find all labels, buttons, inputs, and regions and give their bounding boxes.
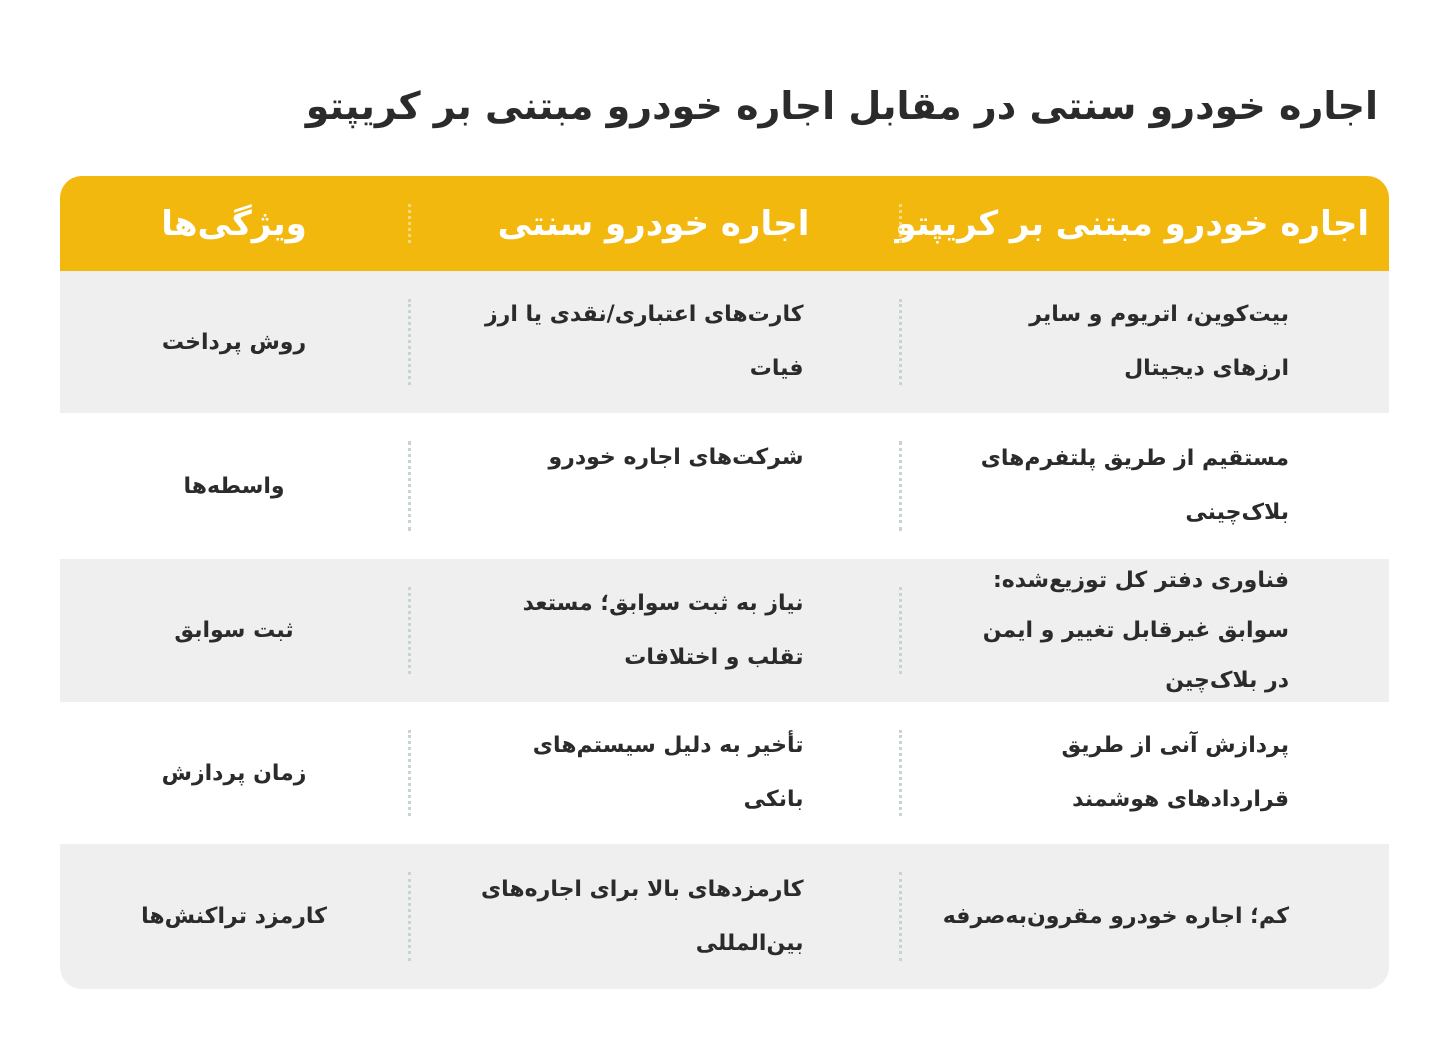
traditional-text	[504, 719, 804, 827]
text-line: کارمزدهای بالا برای اجاره‌های	[480, 876, 804, 902]
column-divider	[899, 441, 902, 531]
text-line: فناوری دفتر کل توزیع‌شده:	[992, 567, 1289, 593]
crypto-text	[989, 719, 1289, 827]
crypto-cell	[899, 413, 1389, 559]
text-line: فیات	[749, 356, 804, 381]
feature-cell	[60, 559, 408, 702]
crypto-cell	[899, 844, 1389, 989]
header-cell-features	[60, 176, 408, 271]
column-divider	[899, 587, 902, 674]
column-divider	[899, 730, 902, 816]
feature-label: کارمزد تراکنش‌ها	[141, 904, 327, 929]
crypto-text	[980, 432, 1289, 540]
column-divider	[408, 441, 411, 531]
traditional-text	[504, 577, 804, 685]
text-line: بانکی	[743, 787, 804, 812]
table-row	[60, 413, 1389, 559]
text-line: سوابق غیرقابل تغییر و ایمن	[982, 617, 1289, 643]
text-line: کم؛ اجاره خودرو مقرون‌به‌صرفه	[942, 903, 1289, 929]
text-line: تأخیر به دلیل سیستم‌های	[532, 733, 804, 758]
column-divider	[408, 872, 411, 961]
table-row	[60, 271, 1389, 413]
text-line: پردازش آنی از طریق	[1061, 733, 1289, 758]
feature-label: واسطه‌ها	[183, 473, 285, 499]
feature-cell	[60, 413, 408, 559]
traditional-cell	[408, 844, 899, 989]
page-title: اجاره خودرو سنتی در مقابل اجاره خودرو مبتنی بر کریپتو	[305, 84, 1378, 128]
header-crypto-label: اجاره خودرو مبتنی بر کریپتو	[895, 203, 1369, 244]
column-divider	[899, 299, 902, 385]
traditional-cell	[408, 271, 899, 413]
feature-cell	[60, 702, 408, 844]
feature-cell	[60, 271, 408, 413]
table-header-row	[60, 176, 1389, 271]
text-line: مستقیم از طریق پلتفرم‌های	[980, 446, 1289, 471]
crypto-text	[989, 288, 1289, 396]
crypto-text	[982, 556, 1289, 706]
text-line: تقلب و اختلافات	[624, 644, 804, 670]
text-line: ارزهای دیجیتال	[1124, 356, 1289, 381]
traditional-text	[504, 431, 804, 485]
text-line: نیاز به ثبت سوابق؛ مستعد	[522, 590, 804, 616]
feature-label: روش پرداخت	[161, 329, 307, 355]
text-line: بین‌المللی	[695, 930, 804, 956]
crypto-text	[942, 890, 1289, 944]
traditional-cell	[408, 413, 899, 559]
text-line: کارت‌های اعتباری/نقدی یا ارز	[485, 302, 804, 327]
traditional-cell	[408, 702, 899, 844]
column-divider	[408, 587, 411, 674]
text-line: شرکت‌های اجاره خودرو	[548, 445, 804, 470]
text-line: قراردادهای هوشمند	[1072, 787, 1289, 812]
column-divider	[899, 872, 902, 961]
text-line: بیت‌کوین، اتریوم و سایر	[1029, 302, 1289, 327]
table-row	[60, 702, 1389, 844]
crypto-cell	[899, 271, 1389, 413]
header-cell-traditional	[408, 176, 899, 271]
table-row	[60, 844, 1389, 989]
header-cell-crypto	[895, 176, 1389, 271]
feature-label: زمان پردازش	[161, 760, 307, 786]
column-divider	[899, 204, 902, 243]
text-line: در بلاک‌چین	[1165, 667, 1289, 693]
traditional-cell	[408, 559, 899, 702]
header-features-label: ویژگی‌ها	[161, 203, 307, 244]
column-divider	[408, 204, 411, 243]
column-divider	[408, 730, 411, 816]
header-traditional-label: اجاره خودرو سنتی	[497, 203, 810, 244]
feature-label: ثبت سوابق	[174, 618, 294, 643]
table-row	[60, 559, 1389, 702]
feature-cell	[60, 844, 408, 989]
crypto-cell	[899, 559, 1389, 702]
traditional-text	[480, 863, 804, 971]
crypto-cell	[899, 702, 1389, 844]
traditional-text	[485, 288, 804, 396]
column-divider	[408, 299, 411, 385]
comparison-table	[60, 176, 1389, 989]
text-line: بلاک‌چینی	[1185, 500, 1289, 525]
